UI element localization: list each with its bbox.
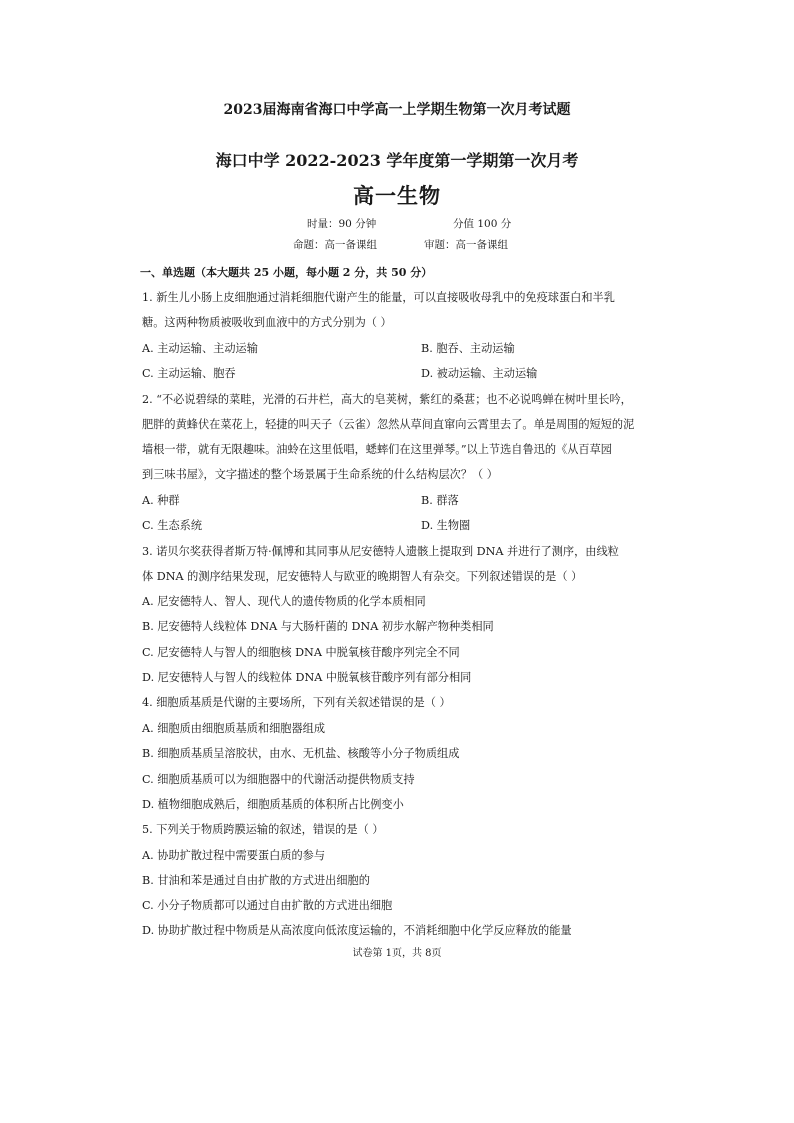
question-stem: 5. 下列关于物质跨膜运输的叙述，错误的是（ ） bbox=[142, 823, 384, 836]
document-title: 2023届海南省海口中学高一上学期生物第一次月考试题 bbox=[223, 102, 571, 118]
question-stem: 1. 新生儿小肠上皮细胞通过消耗细胞代谢产生的能量，可以直接吸收母乳中的免疫球蛋白和半乳 bbox=[142, 291, 615, 304]
question-stem: 到三味书屋》，文字描述的整个场景属于生命系统的什么结构层次？（ ） bbox=[142, 468, 498, 481]
option-a: A. 主动运输、主动运输 bbox=[142, 342, 258, 355]
option-a: A. 协助扩散过程中需要蛋白质的参与 bbox=[142, 849, 326, 862]
option-d: D. 生物圈 bbox=[421, 519, 471, 532]
question-stem: 2. “不必说碧绿的菜畦，光滑的石井栏，高大的皂荚树，紫红的桑葚；也不必说鸣蝉在树叶里长吟， bbox=[142, 393, 632, 406]
exam-header: 海口中学 2022-2023 学年度第一学期第一次月考 bbox=[215, 151, 579, 170]
option-b: B. 胞吞、主动运输 bbox=[421, 342, 515, 355]
option-a: A. 尼安德特人、智人、现代人的遗传物质的化学本质相同 bbox=[142, 595, 426, 608]
question-stem: 4. 细胞质基质是代谢的主要场所，下列有关叙述错误的是（ ） bbox=[142, 696, 451, 709]
option-c: C. 细胞质基质可以为细胞器中的代谢活动提供物质支持 bbox=[142, 773, 415, 786]
option-c: C. 生态系统 bbox=[142, 519, 203, 532]
option-b: B. 群落 bbox=[421, 494, 459, 507]
option-b: B. 细胞质基质呈溶胶状，由水、无机盐、核酸等小分子物质组成 bbox=[142, 747, 460, 760]
option-d: D. 尼安德特人与智人的线粒体 DNA 中脱氧核苷酸序列有部分相同 bbox=[142, 671, 472, 684]
option-a: A. 种群 bbox=[142, 494, 180, 507]
question-stem: 体 DNA 的测序结果发现，尼安德特人与欧亚的晚期智人有杂交。下列叙述错误的是（ ） bbox=[142, 570, 583, 583]
section-heading: 一、单选题（本大题共 25 小题，每小题 2 分，共 50 分） bbox=[140, 266, 433, 279]
option-d: D. 协助扩散过程中物质是从高浓度向低浓度运输的，不消耗细胞中化学反应释放的能量 bbox=[142, 924, 572, 937]
option-a: A. 细胞质由细胞质基质和细胞器组成 bbox=[142, 722, 326, 735]
question-stem: 糖。这两种物质被吸收到血液中的方式分别为（ ） bbox=[142, 316, 392, 329]
option-d: D. 被动运输、主动运输 bbox=[421, 367, 538, 380]
exam-score: 分值 100 分 bbox=[453, 218, 512, 230]
question-stem: 肥胖的黄蜂伏在菜花上，轻捷的叫天子（云雀）忽然从草间直窜向云霄里去了。单是周围的短短的泥 bbox=[142, 418, 635, 431]
exam-reviewer: 审题：高一备课组 bbox=[424, 239, 508, 251]
question-stem: 3. 诺贝尔奖获得者斯万特·佩博和其同事从尼安德特人遗骸上提取到 DNA 并进行了测序，由线粒 bbox=[142, 545, 619, 558]
option-d: D. 植物细胞成熟后，细胞质基质的体积所占比例变小 bbox=[142, 798, 404, 811]
subject-title: 高一生物 bbox=[353, 183, 441, 208]
page-footer: 试卷第 1页，共 8页 bbox=[352, 948, 442, 959]
option-b: B. 尼安德特人线粒体 DNA 与大肠杆菌的 DNA 初步水解产物种类相同 bbox=[142, 620, 494, 633]
option-c: C. 主动运输、胞吞 bbox=[142, 367, 236, 380]
option-b: B. 甘油和苯是通过自由扩散的方式进出细胞的 bbox=[142, 874, 370, 887]
exam-author: 命题：高一备课组 bbox=[293, 239, 377, 251]
option-c: C. 小分子物质都可以通过自由扩散的方式进出细胞 bbox=[142, 899, 393, 912]
option-c: C. 尼安德特人与智人的细胞核 DNA 中脱氧核苷酸序列完全不同 bbox=[142, 646, 460, 659]
question-stem: 墙根一带，就有无限趣味。油蛉在这里低唱，蟋蟀们在这里弹琴。”以上节选自鲁迅的《从百草园 bbox=[142, 443, 612, 456]
exam-time: 时量：90 分钟 bbox=[307, 218, 377, 230]
